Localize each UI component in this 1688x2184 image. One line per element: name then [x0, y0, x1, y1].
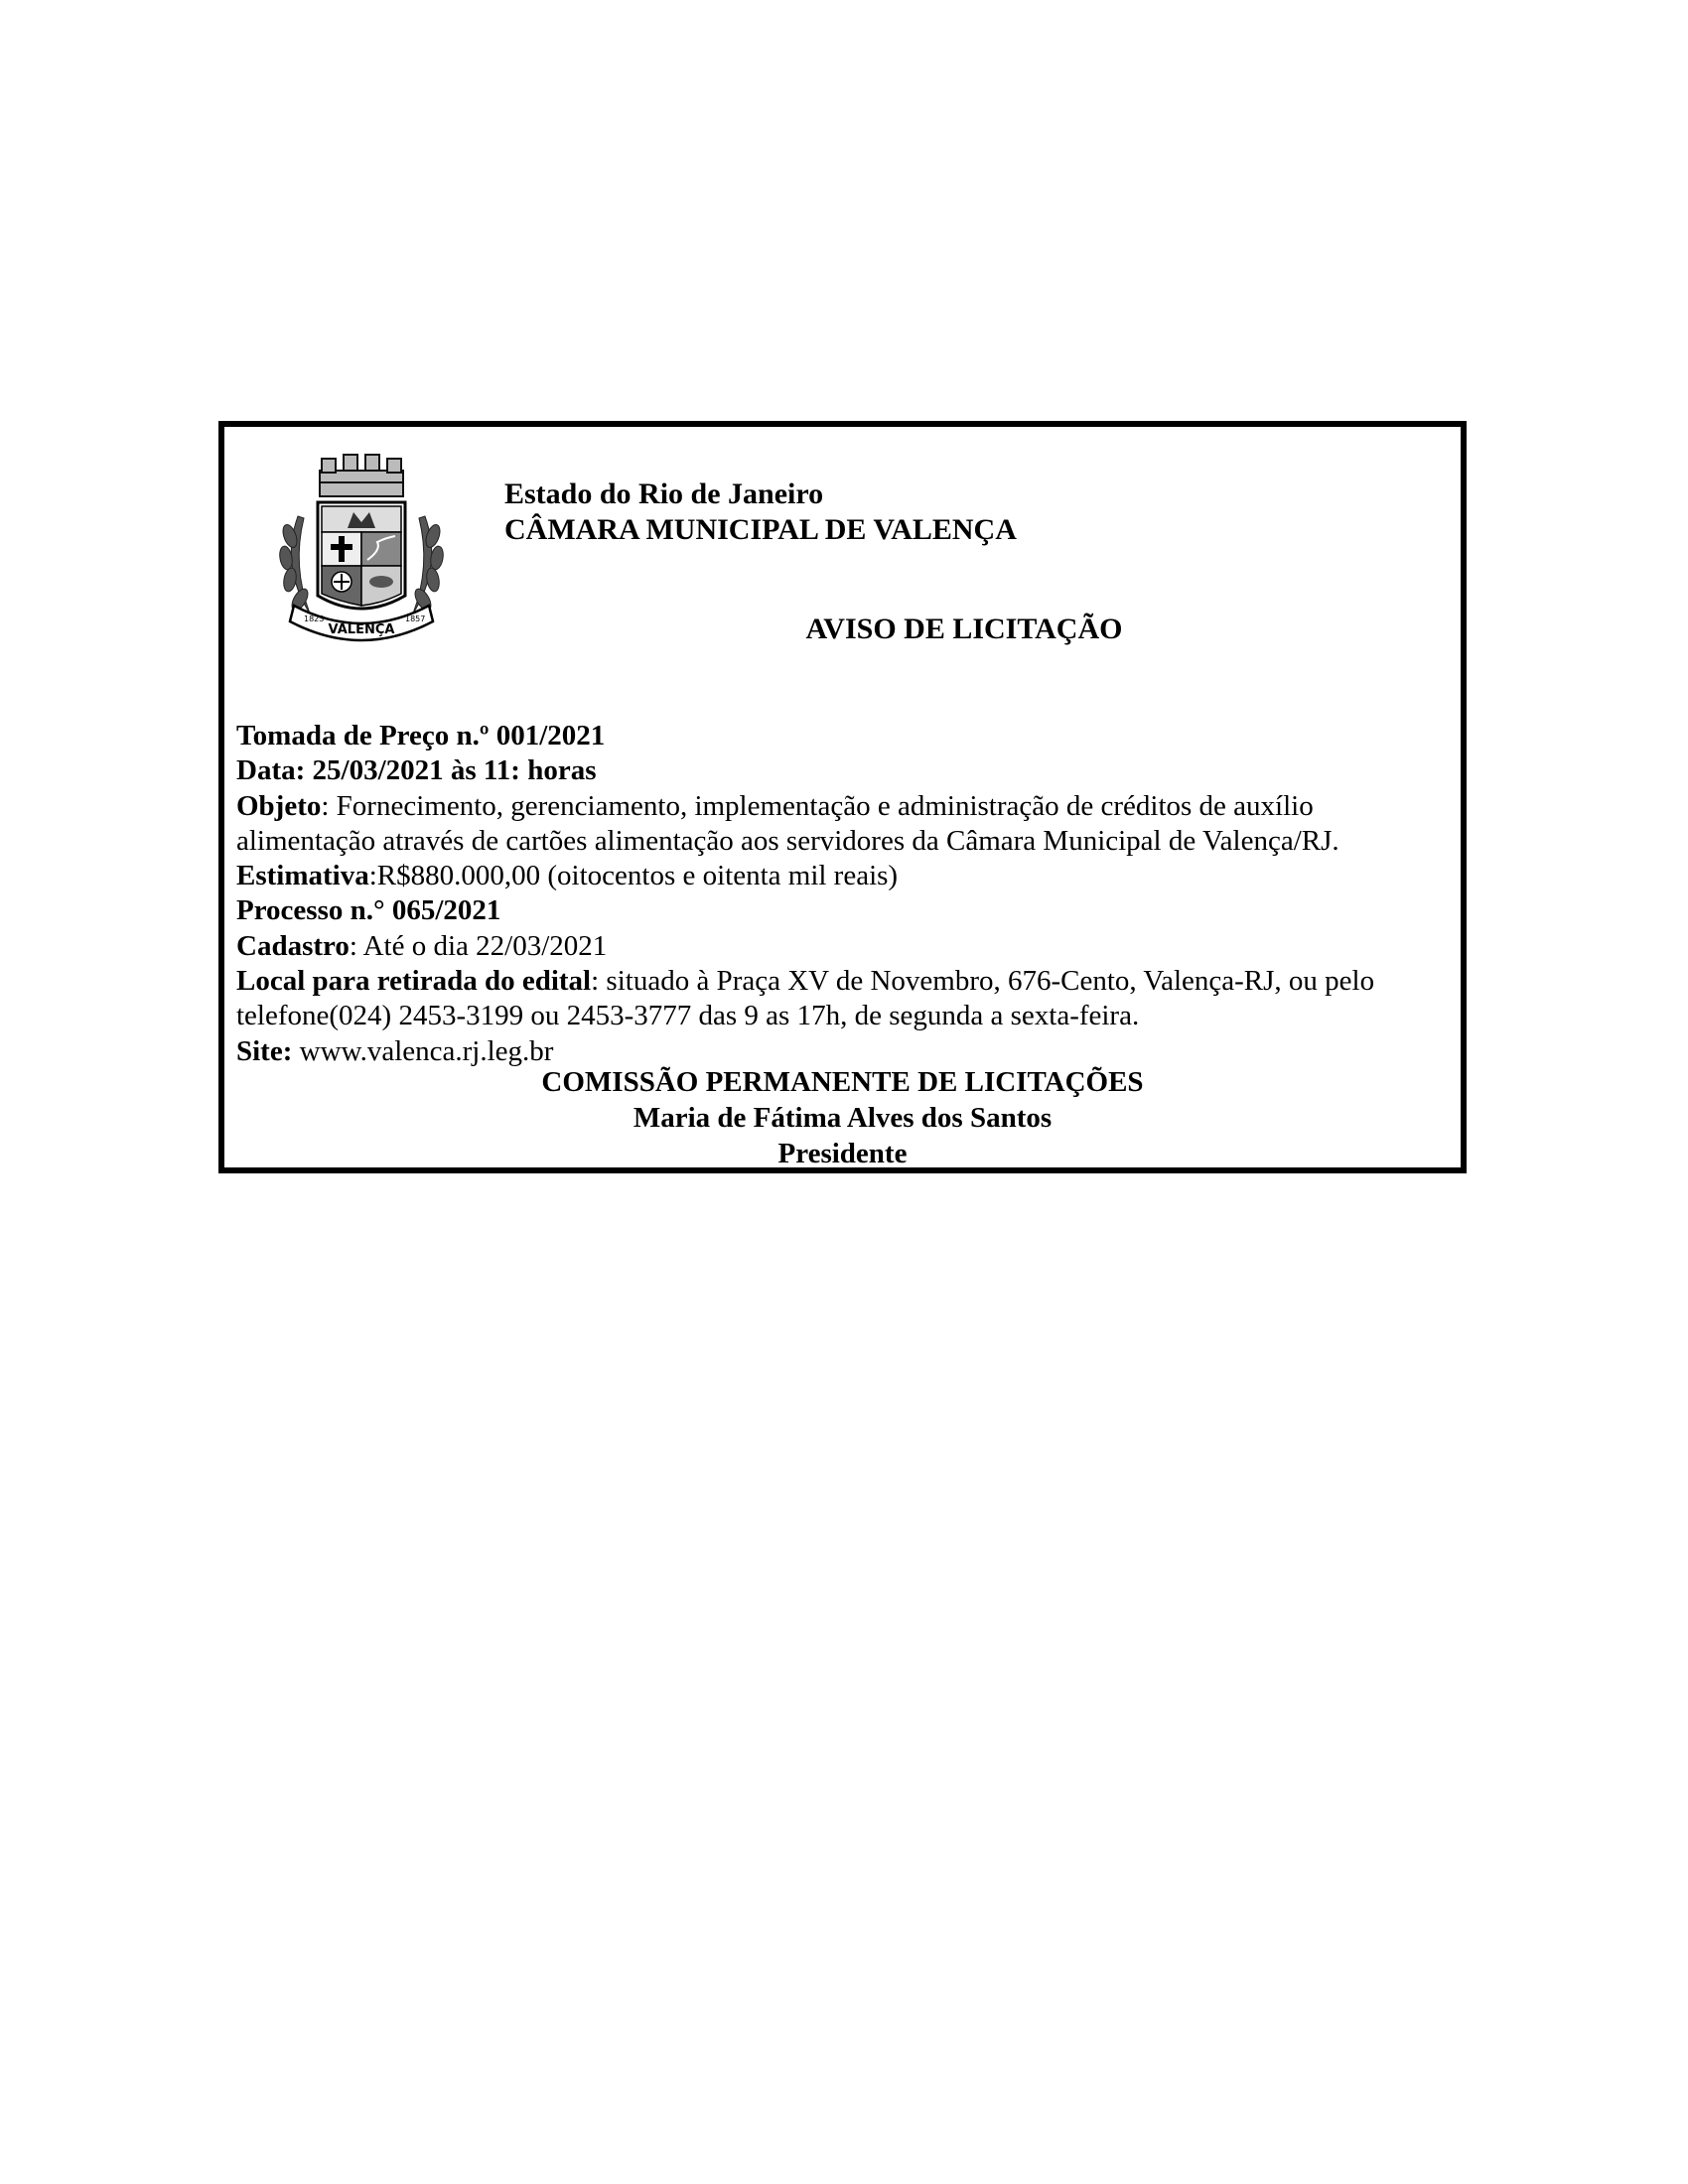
data-line: Data: 25/03/2021 às 11: horas	[236, 754, 597, 787]
seal-year-right: 1857	[405, 614, 426, 623]
site-link[interactable]: www.valenca.rj.leg.br	[292, 1034, 554, 1067]
local-text-1: : situado à Praça XV de Novembro, 676-Cento, Valença-RJ, ou pelo	[591, 965, 1375, 998]
commission-name: COMISSÃO PERMANENTE DE LICITAÇÕES	[541, 1066, 1144, 1098]
objeto-line-1	[236, 789, 1453, 824]
estimativa-line	[236, 859, 1453, 893]
tomada-de-preco: Tomada de Preço n.º 001/2021	[236, 720, 606, 751]
objeto-text-1: : Fornecimento, gerenciamento, implementação e administração de créditos de auxílio	[321, 789, 1314, 822]
notice-body	[236, 719, 1453, 1069]
site-label: Site:	[236, 1034, 293, 1067]
signature-block	[224, 1064, 1461, 1171]
seal-ribbon-text: VALENÇA	[328, 622, 395, 637]
notice-box	[218, 421, 1467, 1173]
estimativa-label: Estimativa	[236, 860, 369, 892]
seal-year-left: 1823	[304, 614, 325, 623]
processo-line: Processo n.° 065/2021	[236, 894, 501, 927]
local-label: Local para retirada do edital	[236, 965, 592, 998]
cadastro-line	[236, 929, 1453, 964]
signatory-role: Presidente	[777, 1138, 908, 1169]
state-name: Estado do Rio de Janeiro	[504, 478, 824, 510]
local-line-2: telefone(024) 2453-3199 ou 2453-3777 das 9 as 17h, de segunda a sexta-feira.	[236, 1000, 1140, 1032]
chamber-name: CÂMARA MUNICIPAL DE VALENÇA	[504, 513, 1017, 546]
local-line-1	[236, 964, 1453, 999]
notice-title: AVISO DE LICITAÇÃO	[805, 613, 1123, 645]
header	[504, 477, 1017, 548]
cadastro-value: : Até o dia 22/03/2021	[349, 929, 608, 962]
objeto-label: Objeto	[236, 789, 322, 822]
cadastro-label: Cadastro	[236, 929, 350, 962]
objeto-line-2: alimentação através de cartões alimentação aos servidores da Câmara Municipal de Valença/RJ.	[236, 824, 1339, 857]
signatory-name: Maria de Fátima Alves dos Santos	[633, 1102, 1053, 1134]
estimativa-value: :R$880.000,00 (oitocentos e oitenta mil reais)	[368, 860, 899, 892]
